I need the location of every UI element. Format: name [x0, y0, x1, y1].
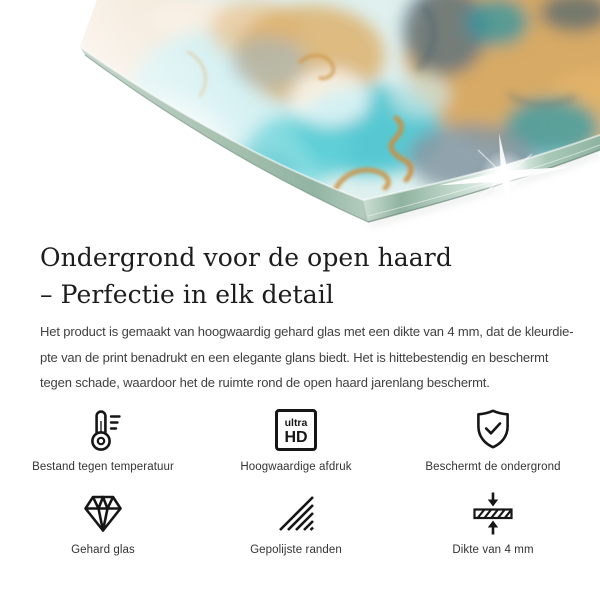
page-title-line1: Ondergrond voor de open haard: [40, 243, 452, 272]
feature-label: Dikte van 4 mm: [452, 543, 534, 556]
thermometer-icon: [79, 406, 127, 454]
ultra-hd-icon: [272, 406, 320, 454]
feature-print-quality: [186, 406, 406, 473]
feature-label: Gepolijste randen: [250, 543, 342, 556]
feature-tempered-glass: [20, 489, 186, 556]
svg-text:HD: HD: [284, 428, 308, 446]
feature-polished-edges: [186, 489, 406, 556]
thickness-icon: [469, 489, 517, 537]
page-title: [40, 239, 560, 313]
product-description: [40, 319, 574, 396]
product-info-section: [0, 239, 600, 396]
feature-label: Bestand tegen temperatuur: [32, 460, 174, 473]
description-line: Het product is gemaakt van hoogwaardig gehard glas met een dikte van 4 mm, dat de kleurdie-: [40, 324, 574, 339]
feature-label: Beschermt de ondergrond: [425, 460, 561, 473]
feature-label: Gehard glas: [71, 543, 135, 556]
polished-edges-icon: [272, 489, 320, 537]
page-title-line2: – Perfectie in elk detail: [40, 280, 334, 309]
feature-label: Hoogwaardige afdruk: [240, 460, 352, 473]
feature-protection: [406, 406, 580, 473]
feature-grid: [20, 406, 580, 556]
feature-temperature: [20, 406, 186, 473]
description-line: pte van de print benadrukt en een elegante glans biedt. Het is hittebestendig en beschermt: [40, 349, 549, 365]
description-line: tegen schade, waardoor het de ruimte rond de open haard jarenlang beschermt.: [40, 375, 490, 390]
svg-text:ultra: ultra: [284, 416, 308, 429]
diamond-icon: [79, 489, 127, 537]
product-image: [0, 0, 600, 232]
shield-check-icon: [469, 406, 517, 454]
feature-thickness: [406, 489, 580, 556]
